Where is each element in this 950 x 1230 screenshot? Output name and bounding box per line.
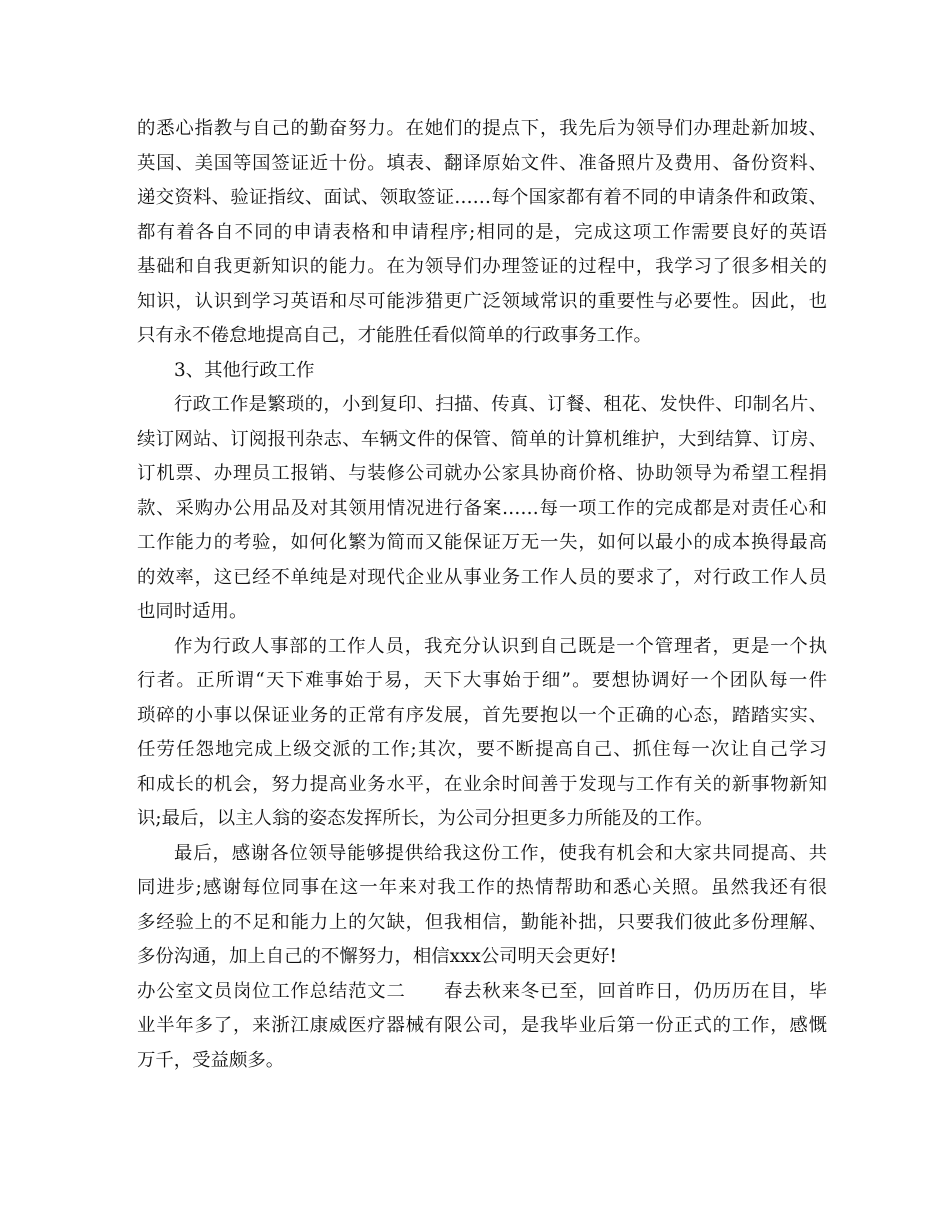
paragraph-visa-work xyxy=(137,112,827,354)
text-line: 续订网站、订阅报刊杂志、车辆文件的保管、简单的计算机维护，大到结算、订房、 xyxy=(137,428,827,450)
text-line: 作为行政人事部的工作人员，我充分认识到自己既是一个管理者，更是一个执 xyxy=(174,635,827,657)
text-line: 同进步;感谢每位同事在这一年来对我工作的热情帮助和悉心关照。虽然我还有很 xyxy=(137,877,827,898)
text-line: 的效率，这已经不单纯是对现代企业从事业务工作人员的要求了，对行政工作人员 xyxy=(137,566,827,588)
text-line: 识;最后，以主人翁的姿态发挥所长，为公司分担更多力所能及的工作。 xyxy=(137,808,714,829)
heading-text: 3、其他行政工作 xyxy=(174,359,315,381)
text-line: 业半年多了，来浙江康威医疗器械有限公司，是我毕业后第一份正式的工作，感慨 xyxy=(137,1015,827,1036)
paragraph-role-reflection xyxy=(137,630,827,837)
text-line: 的悉心指教与自己的勤奋努力。在她们的提点下，我先后为领导们办理赴新加坡、 xyxy=(137,118,827,139)
text-line: 也同时适用。 xyxy=(137,601,248,622)
text-line: 任劳任怨地完成上级交派的工作;其次，要不断提高自己、抓住每一次让自己学习 xyxy=(137,739,827,760)
text-line: 琐碎的小事以保证业务的正常有序发展，首先要抱以一个正确的心态，踏踏实实、 xyxy=(137,704,827,726)
text-line: 知识，认识到学习英语和尽可能涉猎更广泛领域常识的重要性与必要性。因此，也 xyxy=(137,290,827,312)
paragraph-admin-work xyxy=(137,388,827,630)
text-line: 多份沟通，加上自己的不懈努力，相信xxx公司明天会更好! xyxy=(137,946,617,967)
text-line: 多经验上的不足和能力上的欠缺，但我相信，勤能补拙，只要我们彼此多份理解、 xyxy=(137,911,827,933)
text-line: 订机票、办理员工报销、与装修公司就办公家具协商价格、协助领导为希望工程捐 xyxy=(137,463,827,484)
text-line: 行政工作是繁琐的，小到复印、扫描、传真、订餐、租花、发快件、印制名片、 xyxy=(174,394,827,415)
text-line: 英国、美国等国签证近十份。填表、翻译原始文件、准备照片及费用、备份资料、 xyxy=(137,152,827,174)
text-line: 最后，感谢各位领导能够提供给我这份工作，使我有机会和大家共同提高、共 xyxy=(174,842,827,864)
text-line: 只有永不倦怠地提高自己，才能胜任看似简单的行政事务工作。 xyxy=(137,325,652,346)
text-line: 万千，受益颇多。 xyxy=(137,1049,285,1071)
text-line: 递交资料、验证指纹、面试、领取签证……每个国家都有着不同的申请条件和政策、 xyxy=(137,187,827,208)
paragraph-thanks xyxy=(137,837,827,975)
document-page xyxy=(137,112,827,1078)
text-line: 基础和自我更新知识的能力。在为领导们办理签证的过程中，我学习了很多相关的 xyxy=(137,256,827,277)
paragraph-sample-two xyxy=(137,975,827,1079)
text-line: 工作能力的考验，如何化繁为简而又能保证万无一失，如何以最小的成本换得最高 xyxy=(137,532,827,553)
text-line: 都有着各自不同的申请表格和申请程序;相同的是，完成这项工作需要良好的英语 xyxy=(137,221,827,243)
section-heading xyxy=(137,354,827,389)
text-line: 款、采购办公用品及对其领用情况进行备案……每一项工作的完成都是对责任心和 xyxy=(137,497,827,519)
text-line: 办公室文员岗位工作总结范文二 春去秋来冬已至，回首昨日，仍历历在目，毕 xyxy=(137,980,827,1002)
text-line: 行者。正所谓“天下难事始于易，天下大事始于细”。要想协调好一个团队每一件 xyxy=(137,670,827,691)
text-line: 和成长的机会，努力提高业务水平，在业余时间善于发现与工作有关的新事物新知 xyxy=(137,773,827,795)
